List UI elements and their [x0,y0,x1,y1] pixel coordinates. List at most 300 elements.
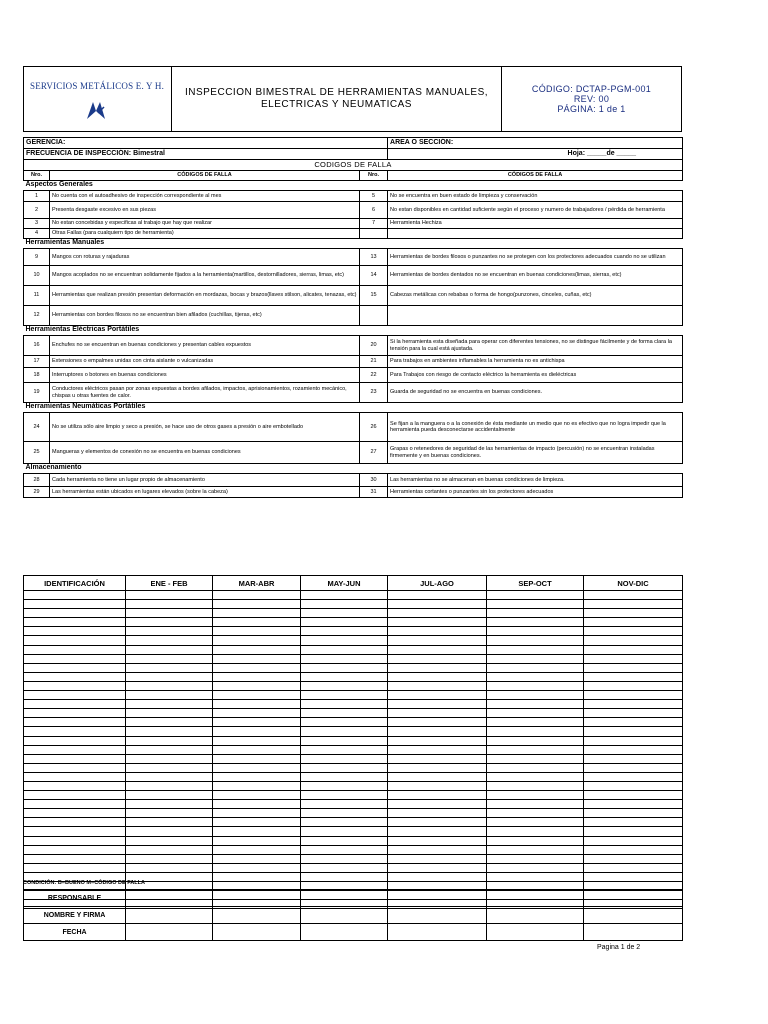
code-number: 25 [24,442,50,464]
grid-cell[interactable] [388,772,487,781]
code-row [24,336,683,356]
grid-cell[interactable] [213,645,301,654]
grid-cell[interactable] [584,691,683,700]
code-description: Extensiones o empalmes unidas con cinta aislante o vulcanizadas [50,356,360,368]
grid-cell[interactable] [213,618,301,627]
grid-cell[interactable] [388,645,487,654]
grid-cell[interactable] [301,618,388,627]
grid-cell[interactable] [487,727,584,736]
grid-cell[interactable] [584,709,683,718]
grid-cell[interactable] [24,618,126,627]
grid-cell[interactable] [213,727,301,736]
grid-cell[interactable] [213,672,301,681]
grid-cell[interactable] [388,718,487,727]
grid-cell[interactable] [388,754,487,763]
grid-cell[interactable] [213,809,301,818]
grid-cell[interactable] [301,591,388,600]
grid-cell[interactable] [126,681,213,690]
grid-cell[interactable] [584,718,683,727]
grid-cell[interactable] [24,791,126,800]
grid-cell[interactable] [584,609,683,618]
document-rev: REV: 00 [573,94,610,104]
grid-cell[interactable] [126,772,213,781]
grid-cell[interactable] [24,600,126,609]
signature-cell[interactable] [301,924,388,941]
grid-cell[interactable] [126,645,213,654]
grid-cell[interactable] [213,691,301,700]
grid-cell[interactable] [24,763,126,772]
code-number: 7 [360,219,388,229]
grid-cell[interactable] [24,645,126,654]
code-number: 4 [24,229,50,239]
code-description [388,229,683,239]
grid-cell[interactable] [301,763,388,772]
grid-cell[interactable] [388,636,487,645]
grid-cell[interactable] [213,700,301,709]
grid-cell[interactable] [301,854,388,863]
code-row [24,442,683,464]
grid-cell[interactable] [24,609,126,618]
grid-cell[interactable] [126,672,213,681]
grid-cell[interactable] [213,818,301,827]
grid-cell[interactable] [126,836,213,845]
grid-cell[interactable] [388,827,487,836]
grid-cell[interactable] [24,700,126,709]
grid-cell[interactable] [487,854,584,863]
grid-cell[interactable] [584,863,683,872]
grid-cell[interactable] [213,791,301,800]
grid-cell[interactable] [24,627,126,636]
grid-cell[interactable] [126,854,213,863]
grid-cell[interactable] [24,663,126,672]
grid-cell[interactable] [126,745,213,754]
signature-cell[interactable] [388,924,487,941]
grid-cell[interactable] [126,627,213,636]
grid-cell[interactable] [388,763,487,772]
grid-cell[interactable] [213,836,301,845]
grid-cell[interactable] [388,872,487,881]
grid-cell[interactable] [584,681,683,690]
grid-cell[interactable] [388,672,487,681]
grid-cell[interactable] [213,872,301,881]
code-description: Mangueras y elementos de conexión no se encuentra en buenas condiciones [50,442,360,464]
grid-cell[interactable] [301,827,388,836]
grid-cell[interactable] [584,600,683,609]
grid-cell[interactable] [301,800,388,809]
grid-cell[interactable] [388,654,487,663]
grid-cell[interactable] [388,618,487,627]
grid-cell[interactable] [301,736,388,745]
grid-cell[interactable] [388,791,487,800]
grid-cell[interactable] [487,636,584,645]
grid-cell[interactable] [584,727,683,736]
grid-cell[interactable] [213,863,301,872]
grid-cell[interactable] [126,845,213,854]
grid-cell[interactable] [126,618,213,627]
col-codigos-right: CÓDIGOS DE FALLA [388,171,683,181]
grid-cell[interactable] [301,772,388,781]
grid-cell[interactable] [584,663,683,672]
grid-cell[interactable] [24,681,126,690]
grid-cell[interactable] [126,800,213,809]
grid-cell[interactable] [487,663,584,672]
grid-cell[interactable] [388,736,487,745]
signature-cell[interactable] [301,907,388,924]
grid-cell[interactable] [487,718,584,727]
grid-cell[interactable] [388,709,487,718]
grid-cell[interactable] [487,836,584,845]
grid-cell[interactable] [24,772,126,781]
grid-cell[interactable] [301,700,388,709]
grid-cell[interactable] [487,600,584,609]
grid-cell[interactable] [126,827,213,836]
grid-cell[interactable] [24,781,126,790]
grid-cell[interactable] [584,700,683,709]
grid-cell[interactable] [126,863,213,872]
code-description [388,306,683,326]
grid-cell[interactable] [24,863,126,872]
grid-cell[interactable] [24,827,126,836]
grid-cell[interactable] [584,781,683,790]
code-number: 2 [24,202,50,219]
document-code-block [502,67,681,131]
grid-cell[interactable] [213,736,301,745]
grid-cell[interactable] [388,854,487,863]
grid-cell[interactable] [388,863,487,872]
grid-row [24,654,683,663]
grid-cell[interactable] [213,718,301,727]
grid-cell[interactable] [213,681,301,690]
grid-cell[interactable] [24,709,126,718]
grid-cell[interactable] [126,654,213,663]
grid-cell[interactable] [487,872,584,881]
grid-cell[interactable] [584,854,683,863]
grid-cell[interactable] [487,609,584,618]
code-number: 10 [24,266,50,286]
signature-label: RESPONSABLE [24,890,126,907]
grid-row [24,781,683,790]
grid-cell[interactable] [584,636,683,645]
grid-cell[interactable] [487,772,584,781]
grid-cell[interactable] [24,718,126,727]
grid-cell[interactable] [301,681,388,690]
grid-cell[interactable] [388,591,487,600]
grid-cell[interactable] [584,736,683,745]
grid-row [24,663,683,672]
code-number: 3 [24,219,50,229]
grid-cell[interactable] [584,745,683,754]
code-description: No cuenta con el autoadhesivo de inspección correspondiente al mes [50,191,360,202]
grid-cell[interactable] [126,609,213,618]
signature-cell[interactable] [126,890,213,907]
grid-cell[interactable] [213,845,301,854]
grid-cell[interactable] [24,818,126,827]
signature-cell[interactable] [487,890,584,907]
grid-cell[interactable] [213,772,301,781]
grid-cell[interactable] [584,672,683,681]
grid-cell[interactable] [213,827,301,836]
grid-cell[interactable] [487,781,584,790]
grid-row [24,827,683,836]
grid-cell[interactable] [24,691,126,700]
grid-header-sep-oct: SEP-OCT [487,576,584,591]
grid-cell[interactable] [584,872,683,881]
grid-cell[interactable] [388,800,487,809]
grid-cell[interactable] [213,854,301,863]
grid-cell[interactable] [487,618,584,627]
signature-cell[interactable] [388,907,487,924]
grid-cell[interactable] [126,600,213,609]
signature-table [23,889,683,941]
grid-cell[interactable] [213,781,301,790]
code-number [360,229,388,239]
grid-cell[interactable] [301,609,388,618]
signature-cell[interactable] [213,907,301,924]
grid-cell[interactable] [126,718,213,727]
grid-cell[interactable] [584,827,683,836]
signature-cell[interactable] [487,907,584,924]
grid-cell[interactable] [213,754,301,763]
grid-cell[interactable] [213,636,301,645]
signature-cell[interactable] [584,907,683,924]
code-description: Las herramientas no se almacenan en buenas condiciones de limpieza. [388,474,683,487]
grid-cell[interactable] [584,818,683,827]
grid-cell[interactable] [24,636,126,645]
code-number: 11 [24,286,50,306]
grid-cell[interactable] [388,809,487,818]
grid-cell[interactable] [213,763,301,772]
grid-row [24,763,683,772]
grid-cell[interactable] [301,754,388,763]
grid-cell[interactable] [487,827,584,836]
grid-cell[interactable] [24,591,126,600]
grid-cell[interactable] [584,836,683,845]
grid-cell[interactable] [301,791,388,800]
grid-cell[interactable] [388,700,487,709]
grid-cell[interactable] [584,800,683,809]
grid-cell[interactable] [301,645,388,654]
grid-cell[interactable] [24,672,126,681]
grid-cell[interactable] [126,736,213,745]
grid-cell[interactable] [584,627,683,636]
code-description: Mangos acoplados no se encuentran solidamente fijados a la herramienta(martillos, destornilladores, sierras, limas, etc) [50,266,360,286]
grid-cell[interactable] [24,745,126,754]
grid-cell[interactable] [584,591,683,600]
grid-cell[interactable] [487,700,584,709]
grid-cell[interactable] [487,736,584,745]
code-number: 5 [360,191,388,202]
grid-cell[interactable] [126,591,213,600]
grid-cell[interactable] [301,872,388,881]
grid-cell[interactable] [126,727,213,736]
grid-cell[interactable] [487,809,584,818]
grid-cell[interactable] [213,654,301,663]
grid-cell[interactable] [388,609,487,618]
grid-cell[interactable] [301,600,388,609]
grid-cell[interactable] [584,654,683,663]
grid-cell[interactable] [213,609,301,618]
grid-cell[interactable] [487,691,584,700]
grid-cell[interactable] [388,600,487,609]
grid-cell[interactable] [388,781,487,790]
code-number: 20 [360,336,388,356]
grid-cell[interactable] [126,781,213,790]
grid-cell[interactable] [213,600,301,609]
grid-cell[interactable] [126,663,213,672]
grid-cell[interactable] [24,854,126,863]
area-label: AREA O SECCIÓN: [388,138,683,149]
grid-cell[interactable] [388,627,487,636]
grid-cell[interactable] [213,745,301,754]
grid-cell[interactable] [301,709,388,718]
signature-cell[interactable] [301,890,388,907]
grid-cell[interactable] [388,727,487,736]
signature-row [24,907,683,924]
signature-cell[interactable] [584,890,683,907]
grid-cell[interactable] [301,718,388,727]
code-description: No se utiliza sólo aire limpio y seco a presión, se hace uso de otros gases a presión o aire embotellado [50,413,360,442]
grid-cell[interactable] [126,809,213,818]
grid-cell[interactable] [487,791,584,800]
grid-cell[interactable] [584,618,683,627]
grid-cell[interactable] [126,818,213,827]
signature-cell[interactable] [126,907,213,924]
grid-cell[interactable] [24,845,126,854]
code-number: 23 [360,383,388,403]
grid-cell[interactable] [301,672,388,681]
grid-cell[interactable] [487,845,584,854]
grid-cell[interactable] [126,791,213,800]
grid-cell[interactable] [388,836,487,845]
grid-cell[interactable] [584,763,683,772]
grid-cell[interactable] [487,754,584,763]
grid-cell[interactable] [301,809,388,818]
grid-cell[interactable] [213,627,301,636]
grid-cell[interactable] [126,709,213,718]
company-name: SERVICIOS METÁLICOS E. Y H. [30,81,165,91]
grid-cell[interactable] [24,727,126,736]
gerencia-label: GERENCIA: [24,138,388,149]
grid-row [24,791,683,800]
grid-cell[interactable] [24,736,126,745]
grid-cell[interactable] [24,836,126,845]
grid-cell[interactable] [301,745,388,754]
grid-cell[interactable] [24,754,126,763]
grid-cell[interactable] [487,591,584,600]
grid-cell[interactable] [487,763,584,772]
grid-cell[interactable] [126,763,213,772]
code-description: Presenta desgaste excesivo en sus piezas [50,202,360,219]
grid-cell[interactable] [213,800,301,809]
grid-cell[interactable] [584,809,683,818]
grid-cell[interactable] [24,809,126,818]
grid-cell[interactable] [584,645,683,654]
grid-cell[interactable] [213,663,301,672]
code-number: 12 [24,306,50,326]
grid-cell[interactable] [213,709,301,718]
grid-row [24,727,683,736]
grid-cell[interactable] [301,836,388,845]
grid-cell[interactable] [388,691,487,700]
grid-cell[interactable] [388,818,487,827]
code-description: Mangos con roturas y rajaduras [50,249,360,266]
signature-cell[interactable] [126,924,213,941]
grid-row [24,645,683,654]
grid-cell[interactable] [126,700,213,709]
grid-cell[interactable] [213,591,301,600]
signature-cell[interactable] [487,924,584,941]
grid-cell[interactable] [388,681,487,690]
grid-cell[interactable] [301,781,388,790]
grid-cell[interactable] [301,863,388,872]
col-nro-left: Nro. [24,171,50,181]
grid-cell[interactable] [487,681,584,690]
grid-cell[interactable] [126,636,213,645]
grid-cell[interactable] [301,654,388,663]
code-description: Las herramientas están ubicados en lugares elevados (sobre la cabeza) [50,487,360,498]
grid-cell[interactable] [487,654,584,663]
grid-cell[interactable] [487,818,584,827]
grid-cell[interactable] [301,636,388,645]
signature-cell[interactable] [213,890,301,907]
hoja-label: Hoja: _____de _____ [388,149,683,160]
grid-cell[interactable] [584,845,683,854]
grid-cell[interactable] [301,691,388,700]
grid-cell[interactable] [487,672,584,681]
code-description: Cabezas metálicas con rebabas o forma de hongo(punzones, cinceles, cuñas, etc) [388,286,683,306]
signature-cell[interactable] [584,924,683,941]
grid-cell[interactable] [487,863,584,872]
grid-cell[interactable] [487,627,584,636]
grid-row [24,709,683,718]
grid-cell[interactable] [487,745,584,754]
grid-row [24,672,683,681]
code-description: Conductores eléctricos pasan por zonas expuestas a bordes afilados, impactos, aprisionamientos, rozamiento mecánico, chispas u otras fuentes de calor. [50,383,360,403]
code-number: 16 [24,336,50,356]
grid-row [24,600,683,609]
grid-cell[interactable] [584,772,683,781]
signature-cell[interactable] [388,890,487,907]
grid-cell[interactable] [388,663,487,672]
grid-row [24,718,683,727]
failure-codes-table [23,137,683,498]
grid-cell[interactable] [126,754,213,763]
grid-row [24,845,683,854]
grid-row [24,627,683,636]
code-row [24,487,683,498]
grid-cell[interactable] [584,754,683,763]
grid-cell[interactable] [388,745,487,754]
grid-row [24,809,683,818]
grid-cell[interactable] [301,845,388,854]
grid-cell[interactable] [487,645,584,654]
grid-cell[interactable] [24,800,126,809]
grid-cell[interactable] [301,727,388,736]
grid-cell[interactable] [487,800,584,809]
grid-cell[interactable] [301,663,388,672]
grid-cell[interactable] [584,791,683,800]
code-number: 28 [24,474,50,487]
grid-cell[interactable] [301,818,388,827]
grid-cell[interactable] [487,709,584,718]
signature-cell[interactable] [213,924,301,941]
grid-cell[interactable] [301,627,388,636]
grid-cell[interactable] [126,691,213,700]
grid-cell[interactable] [388,845,487,854]
signature-row [24,924,683,941]
document-title: INSPECCION BIMESTRAL DE HERRAMIENTAS MANUALES, ELECTRICAS Y NEUMATICAS [172,67,502,131]
grid-cell[interactable] [24,654,126,663]
